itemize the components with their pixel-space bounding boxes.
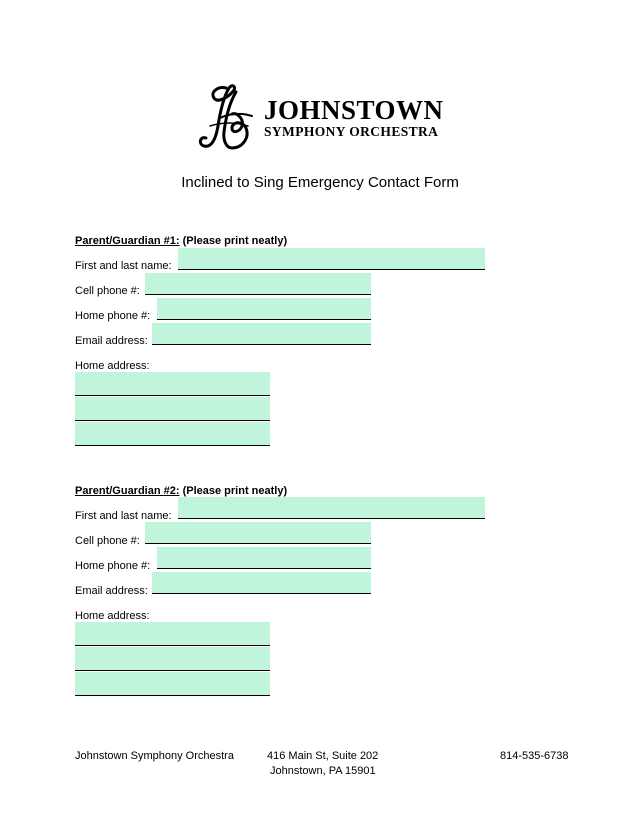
guardian-2-home-phone-field[interactable] xyxy=(157,547,371,569)
guardian-1-home-phone-label: Home phone #: xyxy=(75,310,151,322)
js-monogram-icon xyxy=(196,82,262,156)
guardian-1-address-label: Home address: xyxy=(75,360,150,372)
guardian-2-heading xyxy=(75,484,287,498)
footer-address-line-2: Johnstown, PA 15901 xyxy=(270,765,376,777)
guardian-1-heading-note: (Please print neatly) xyxy=(179,235,288,247)
guardian-2-name-field[interactable] xyxy=(178,497,485,519)
guardian-1-address-line-1[interactable] xyxy=(75,372,270,396)
footer-address-line-1: 416 Main St, Suite 202 xyxy=(267,750,379,762)
guardian-1-cell-label: Cell phone #: xyxy=(75,285,140,297)
guardian-1-address-line-2[interactable] xyxy=(75,397,270,421)
guardian-2-name-label: First and last name: xyxy=(75,510,172,522)
guardian-2-address-line-2[interactable] xyxy=(75,647,270,671)
guardian-2-home-phone-label: Home phone #: xyxy=(75,560,151,572)
guardian-2-heading-label: Parent/Guardian #2: xyxy=(75,485,180,497)
guardian-2-heading-note: (Please print neatly) xyxy=(179,485,288,497)
guardian-1-name-label: First and last name: xyxy=(75,260,172,272)
footer-org-name: Johnstown Symphony Orchestra xyxy=(75,750,234,762)
guardian-1-home-phone-field[interactable] xyxy=(157,298,371,320)
guardian-2-email-field[interactable] xyxy=(152,572,371,594)
guardian-1-email-field[interactable] xyxy=(152,323,371,345)
guardian-2-cell-field[interactable] xyxy=(145,522,371,544)
guardian-1-cell-field[interactable] xyxy=(145,273,371,295)
orchestra-logo-mark xyxy=(196,82,262,156)
form-title: Inclined to Sing Emergency Contact Form xyxy=(181,174,459,191)
guardian-1-name-field[interactable] xyxy=(178,248,485,270)
guardian-1-heading xyxy=(75,234,287,248)
guardian-2-address-label: Home address: xyxy=(75,610,150,622)
guardian-2-email-label: Email address: xyxy=(75,585,148,597)
guardian-1-email-label: Email address: xyxy=(75,335,148,347)
footer-phone: 814-535-6738 xyxy=(500,750,569,762)
guardian-2-address-line-1[interactable] xyxy=(75,622,270,646)
logo-text-symphony-orchestra: SYMPHONY ORCHESTRA xyxy=(264,124,439,139)
guardian-2-cell-label: Cell phone #: xyxy=(75,535,140,547)
guardian-2-address-line-3[interactable] xyxy=(75,672,270,696)
guardian-1-heading-label: Parent/Guardian #1: xyxy=(75,235,180,247)
guardian-1-address-line-3[interactable] xyxy=(75,422,270,446)
logo-text-johnstown: JOHNSTOWN xyxy=(264,95,444,125)
